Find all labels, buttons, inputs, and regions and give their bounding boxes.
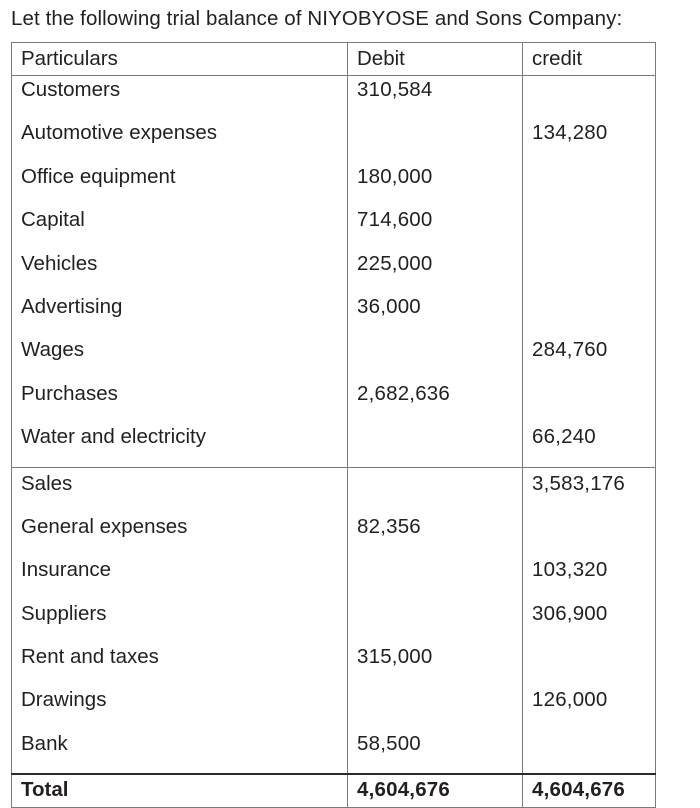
cell-particulars: Water and electricity <box>12 423 348 467</box>
cell-particulars: Rent and taxes <box>12 643 348 686</box>
cell-debit <box>348 467 523 513</box>
cell-debit: 225,000 <box>348 250 523 293</box>
cell-debit <box>348 686 523 729</box>
trial-balance-table <box>11 42 656 808</box>
header-particulars: Particulars <box>12 43 348 76</box>
table-row <box>12 293 656 336</box>
cell-credit <box>523 730 656 774</box>
intro-text: Let the following trial balance of NIYOBYOSE and Sons Company: <box>11 7 623 30</box>
cell-particulars: Capital <box>12 206 348 249</box>
cell-credit: 126,000 <box>523 686 656 729</box>
table-row <box>12 250 656 293</box>
cell-debit: 315,000 <box>348 643 523 686</box>
cell-debit: 2,682,636 <box>348 380 523 423</box>
cell-particulars: Drawings <box>12 686 348 729</box>
total-row <box>12 774 656 808</box>
cell-credit: 3,583,176 <box>523 467 656 513</box>
table-row <box>12 513 656 556</box>
cell-debit <box>348 336 523 379</box>
table-header-row <box>12 43 656 76</box>
cell-credit: 284,760 <box>523 336 656 379</box>
header-credit: credit <box>523 43 656 76</box>
table-row <box>12 730 656 774</box>
cell-particulars: Purchases <box>12 380 348 423</box>
total-label: Total <box>12 774 348 808</box>
total-debit: 4,604,676 <box>348 774 523 808</box>
table-row <box>12 556 656 599</box>
cell-credit <box>523 250 656 293</box>
cell-debit <box>348 119 523 162</box>
cell-debit <box>348 556 523 599</box>
cell-particulars: Insurance <box>12 556 348 599</box>
cell-debit: 310,584 <box>348 76 523 120</box>
cell-particulars: Suppliers <box>12 600 348 643</box>
cell-credit <box>523 380 656 423</box>
table-row <box>12 686 656 729</box>
table-row <box>12 119 656 162</box>
cell-particulars: Bank <box>12 730 348 774</box>
table-row <box>12 76 656 120</box>
cell-debit: 180,000 <box>348 163 523 206</box>
cell-particulars: Sales <box>12 467 348 513</box>
total-credit: 4,604,676 <box>523 774 656 808</box>
cell-debit <box>348 600 523 643</box>
table-row <box>12 336 656 379</box>
table-row <box>12 163 656 206</box>
cell-credit <box>523 206 656 249</box>
cell-credit <box>523 293 656 336</box>
cell-credit <box>523 76 656 120</box>
cell-credit <box>523 643 656 686</box>
table-row <box>12 600 656 643</box>
cell-particulars: Advertising <box>12 293 348 336</box>
cell-particulars: Vehicles <box>12 250 348 293</box>
cell-particulars: General expenses <box>12 513 348 556</box>
cell-credit: 306,900 <box>523 600 656 643</box>
table-row <box>12 423 656 467</box>
cell-particulars: Customers <box>12 76 348 120</box>
cell-particulars: Wages <box>12 336 348 379</box>
cell-credit: 66,240 <box>523 423 656 467</box>
cell-credit <box>523 513 656 556</box>
header-debit: Debit <box>348 43 523 76</box>
table-row <box>12 643 656 686</box>
cell-particulars: Automotive expenses <box>12 119 348 162</box>
table-row <box>12 380 656 423</box>
table-row <box>12 206 656 249</box>
cell-debit: 36,000 <box>348 293 523 336</box>
cell-debit <box>348 423 523 467</box>
table-row <box>12 467 656 513</box>
cell-credit: 103,320 <box>523 556 656 599</box>
cell-debit: 714,600 <box>348 206 523 249</box>
cell-particulars: Office equipment <box>12 163 348 206</box>
cell-debit: 82,356 <box>348 513 523 556</box>
cell-credit: 134,280 <box>523 119 656 162</box>
cell-credit <box>523 163 656 206</box>
cell-debit: 58,500 <box>348 730 523 774</box>
